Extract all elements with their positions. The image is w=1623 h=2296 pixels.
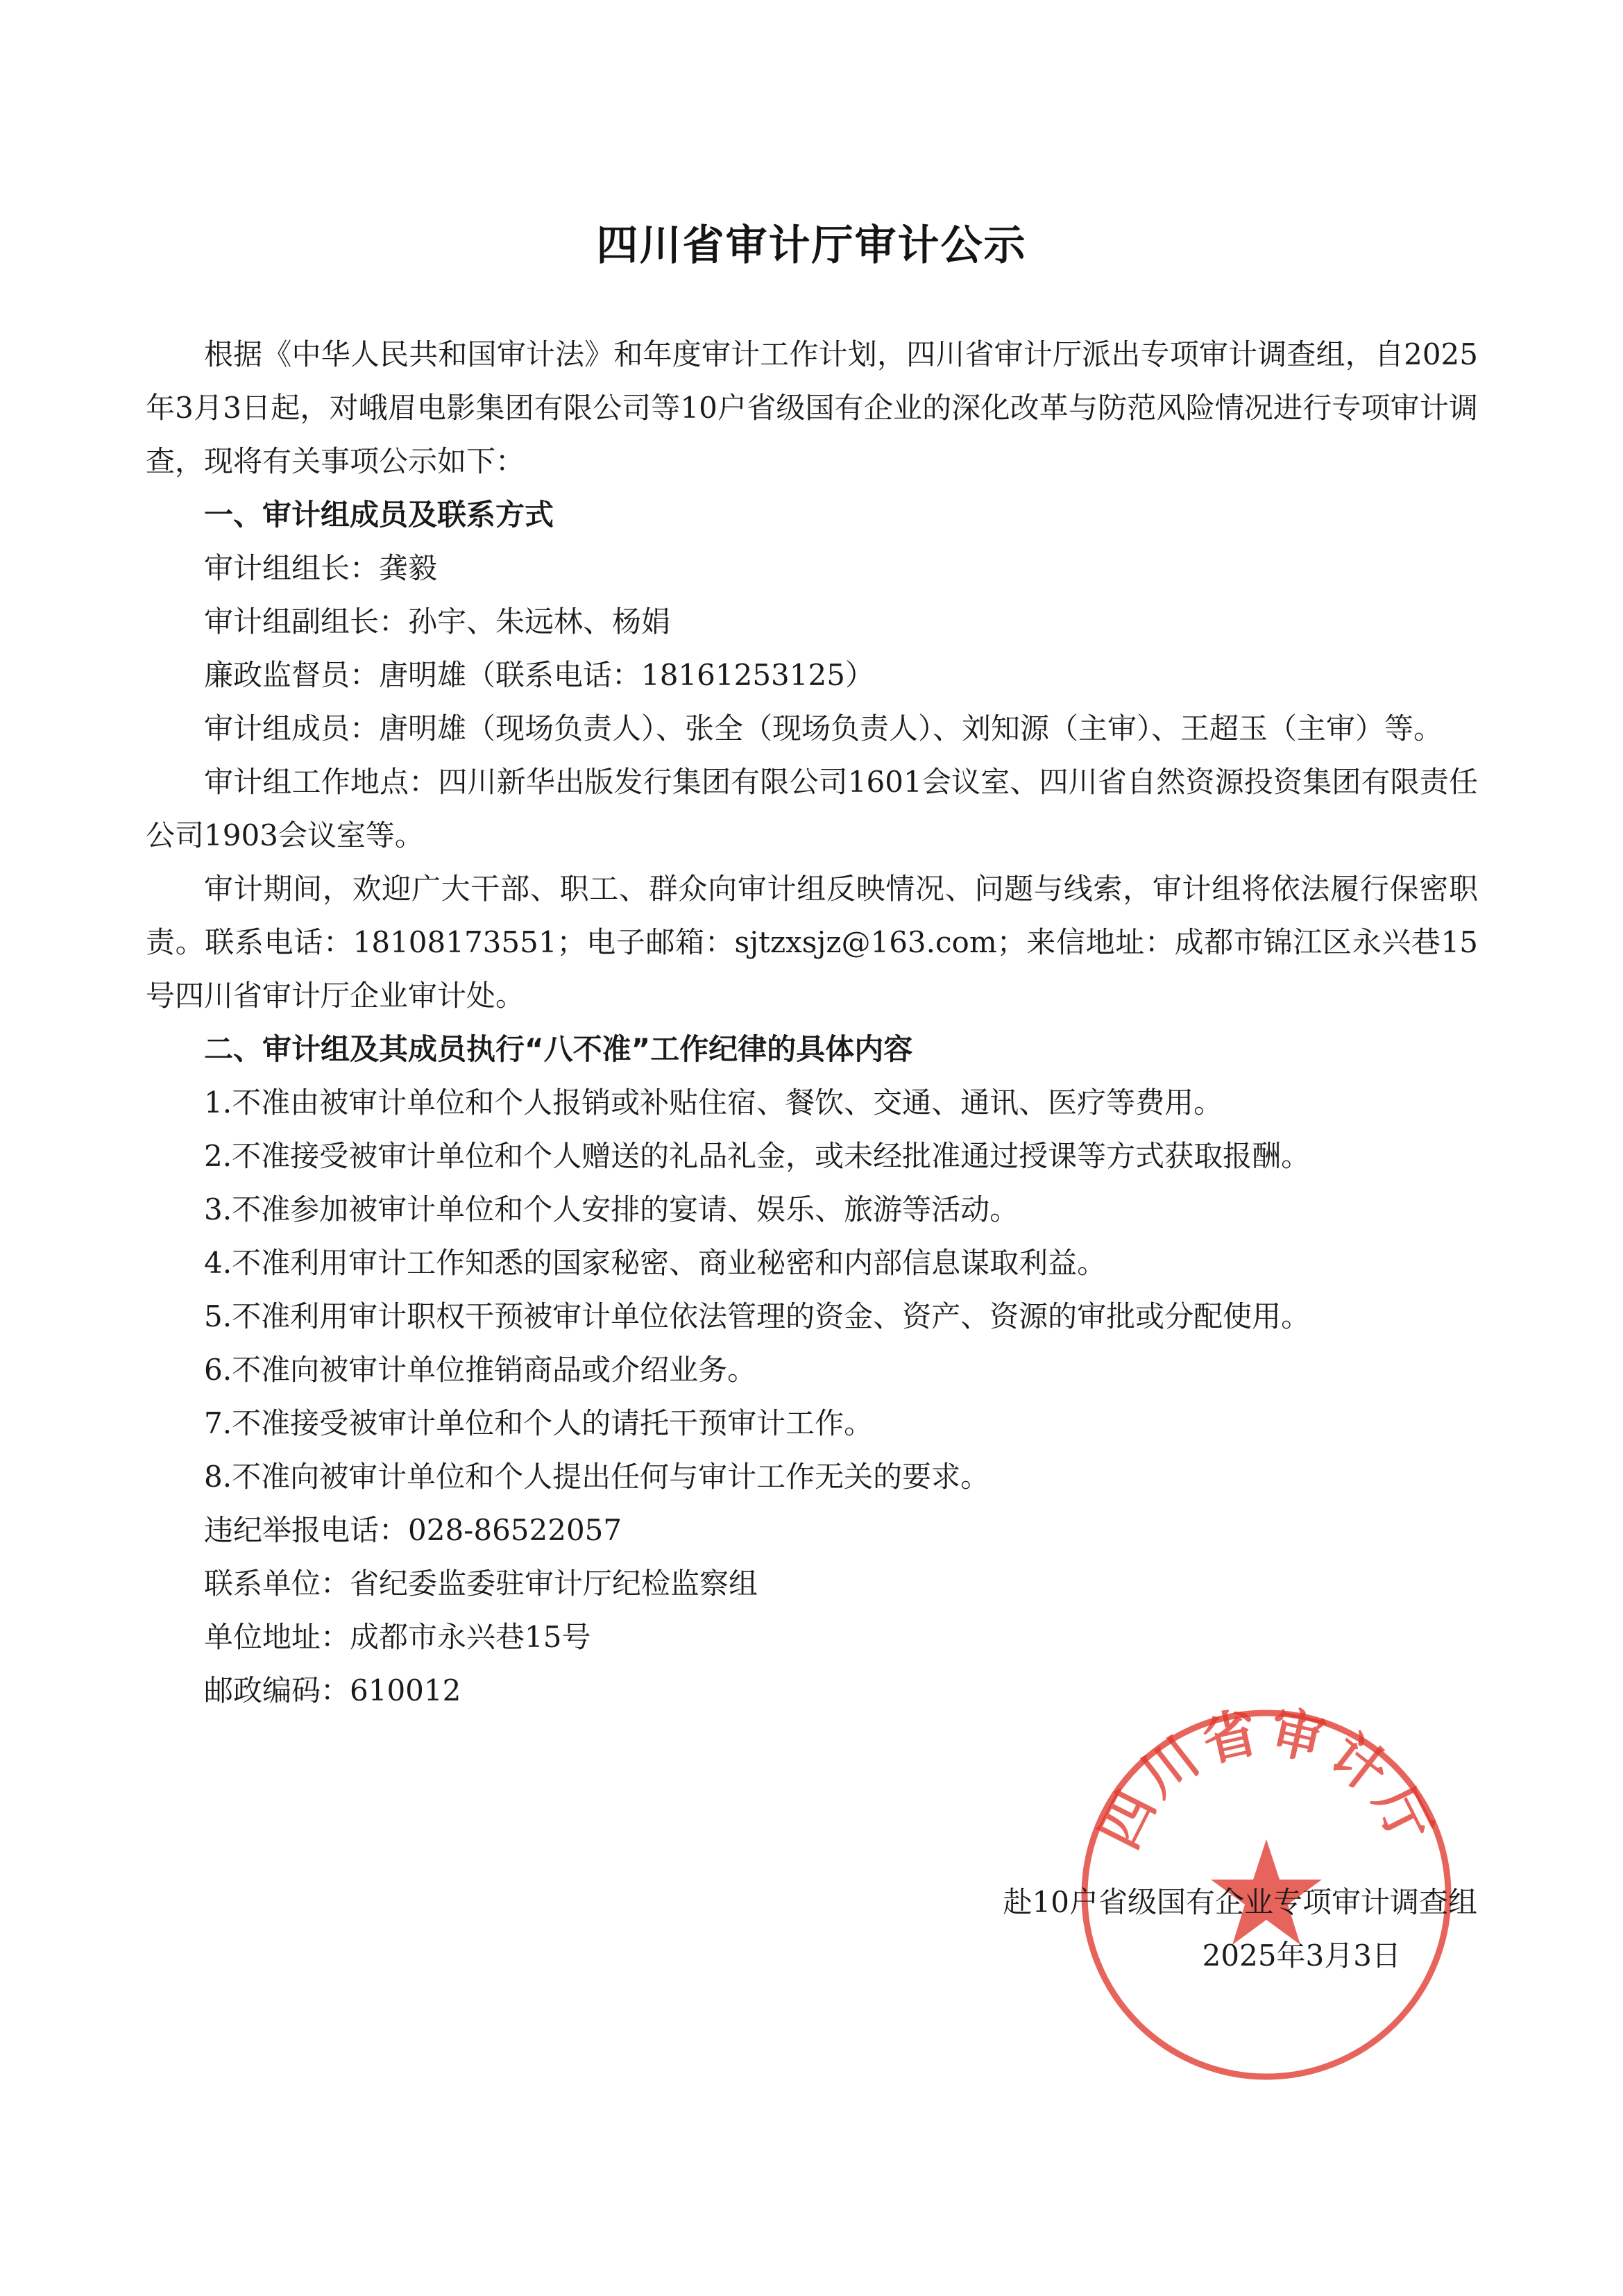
rule-item: 6.不准向被审计单位推销商品或介绍业务。 xyxy=(204,1353,757,1387)
report-phone: 违纪举报电话：028-86522057 xyxy=(204,1513,622,1547)
rule-item: 2.不准接受被审计单位和个人赠送的礼品礼金，或未经批准通过授课等方式获取报酬。 xyxy=(204,1139,1311,1173)
work-location: 审计组工作地点：四川新华出版发行集团有限公司1601会议室、四川省自然资源投资集团有限责任公司1903会议室等。 xyxy=(146,765,1478,852)
rule-item: 4.不准利用审计工作知悉的国家秘密、商业秘密和内部信息谋取利益。 xyxy=(204,1246,1107,1280)
contact-paragraph: 审计期间，欢迎广大干部、职工、群众向审计组反映情况、问题与线索，审计组将依法履行保密职责。联系电话：18108173551；电子邮箱：sjtzxsjz@163.com；来信地址：成都市锦江区永兴巷15号四川省审计厅企业审计处。 xyxy=(146,872,1478,1013)
audit-leader: 审计组组长：龚毅 xyxy=(204,551,438,585)
svg-text:四川省审计厅 xyxy=(1088,1700,1445,1858)
rule-item: 5.不准利用审计职权干预被审计单位依法管理的资金、资产、资源的审批或分配使用。 xyxy=(204,1299,1311,1333)
rule-item: 8.不准向被审计单位和个人提出任何与审计工作无关的要求。 xyxy=(204,1460,990,1494)
rule-item: 1.不准由被审计单位和个人报销或补贴住宿、餐饮、交通、通讯、医疗等费用。 xyxy=(204,1086,1223,1120)
integrity-supervisor: 廉政监督员：唐明雄（联系电话：18161253125） xyxy=(204,658,874,692)
section-heading-1: 一、审计组成员及联系方式 xyxy=(204,498,554,532)
rule-item: 3.不准参加被审计单位和个人安排的宴请、娱乐、旅游等活动。 xyxy=(204,1192,1019,1226)
audit-members: 审计组成员：唐明雄（现场负责人）、张全（现场负责人）、刘知源（主审）、王超玉（主审）等。 xyxy=(204,711,1443,745)
rule-item: 7.不准接受被审计单位和个人的请托干预审计工作。 xyxy=(204,1406,874,1440)
signature-date: 2025年3月3日 xyxy=(1202,1939,1401,1973)
unit-address: 单位地址：成都市永兴巷15号 xyxy=(204,1620,591,1654)
seal-text: 四川省审计厅 xyxy=(1088,1700,1445,1859)
postal-code: 邮政编码：610012 xyxy=(204,1673,461,1707)
intro-paragraph: 根据《中华人民共和国审计法》和年度审计工作计划，四川省审计厅派出专项审计调查组，自2025年3月3日起，对峨眉电影集团有限公司等10户省级国有企业的深化改革与防范风险情况进行专项审计调查，现将有关事项公示如下： xyxy=(146,337,1478,478)
signature-organization: 赴10户省级国有企业专项审计调查组 xyxy=(1003,1885,1477,1919)
audit-deputy-leaders: 审计组副组长：孙宇、朱远林、杨娟 xyxy=(204,605,671,639)
contact-unit: 联系单位：省纪委监委驻审计厅纪检监察组 xyxy=(204,1567,758,1601)
document-body xyxy=(146,328,1478,1717)
document-title: 四川省审计厅审计公示 xyxy=(596,221,1027,270)
section-heading-2: 二、审计组及其成员执行“八不准”工作纪律的具体内容 xyxy=(204,1032,913,1066)
